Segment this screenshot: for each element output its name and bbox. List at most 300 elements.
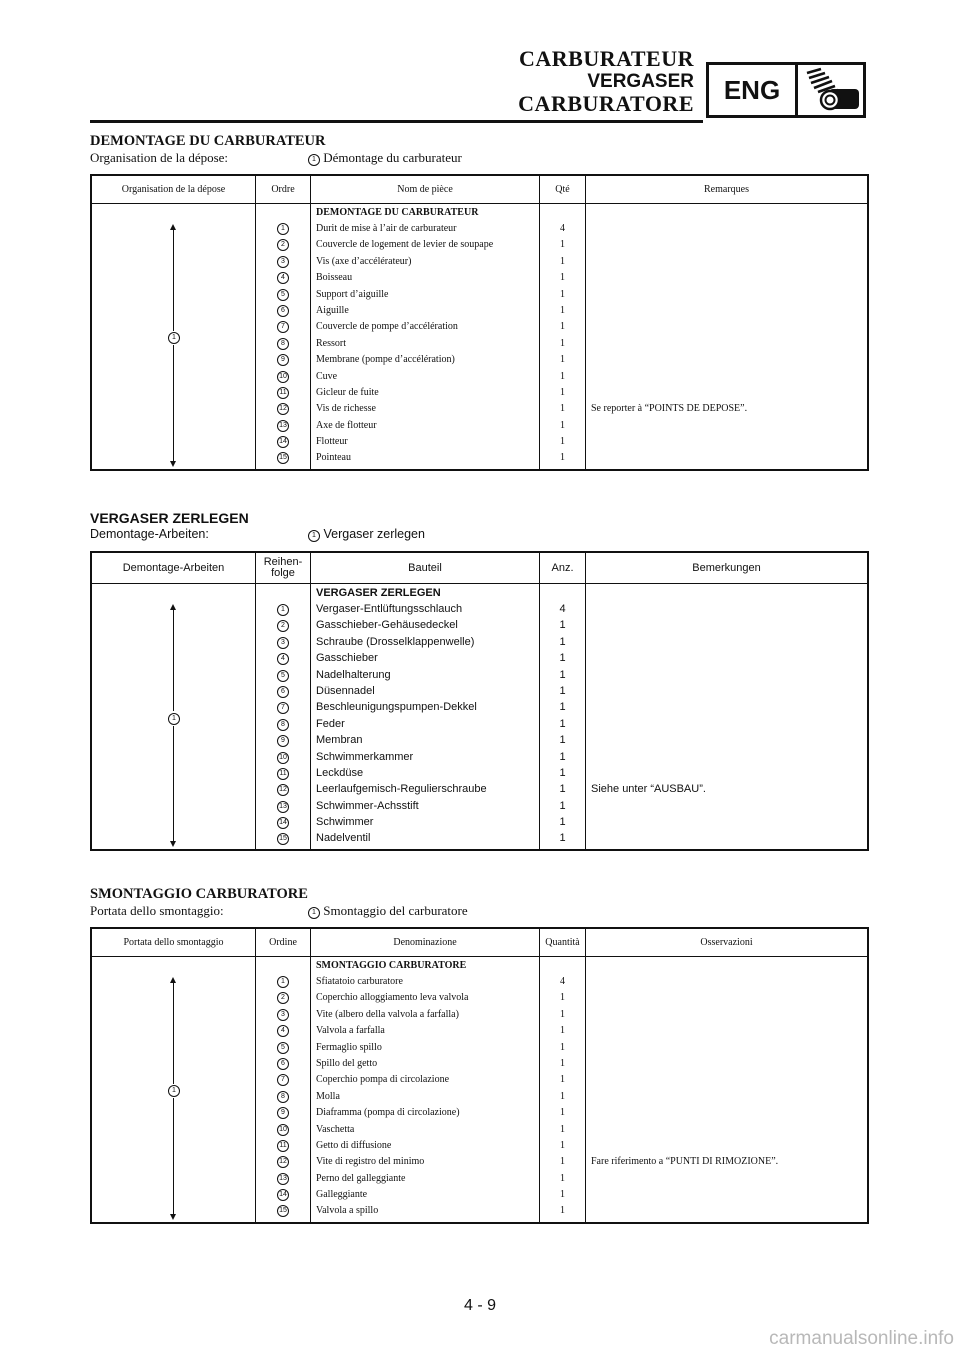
remark-cell xyxy=(586,319,867,335)
table-body xyxy=(92,204,867,469)
order-cell xyxy=(256,716,310,732)
quantity-cell: 1 xyxy=(560,337,565,349)
circled-number: 15 xyxy=(277,1205,289,1217)
scope-value xyxy=(308,526,425,543)
scope-arrow-line xyxy=(173,229,174,462)
remark-cell xyxy=(586,699,867,715)
circled-number: 13 xyxy=(277,420,289,432)
circled-number: 2 xyxy=(277,620,289,632)
order-cell xyxy=(256,601,310,617)
scope-label: Portata dello smontaggio: xyxy=(90,903,224,918)
order-cell xyxy=(256,1187,310,1203)
order-cell xyxy=(256,254,310,270)
remark-cell xyxy=(586,237,867,253)
part-name-cell: Flotteur xyxy=(316,436,348,448)
quantity-cell: 1 xyxy=(559,701,566,714)
part-name-cell: Pointeau xyxy=(316,452,351,464)
remark-cell: Se reporter à “POINTS DE DEPOSE”. xyxy=(591,403,748,415)
quantity-cell: 1 xyxy=(559,619,566,632)
part-name-cell: Vergaser-Entlüftungsschlauch xyxy=(316,603,463,615)
order-cell xyxy=(256,699,310,715)
circled-number: 12 xyxy=(277,1156,289,1168)
remark-cell xyxy=(586,617,867,633)
scope-arrow-column xyxy=(92,584,256,849)
quantity-cell: 1 xyxy=(560,255,565,267)
quantity-cell: 4 xyxy=(560,223,565,234)
order-cell xyxy=(256,990,310,1006)
quantity-cell: 1 xyxy=(560,436,565,448)
order-cell xyxy=(256,732,310,748)
quantity-cell: 1 xyxy=(560,1057,565,1069)
order-cell xyxy=(256,418,310,434)
part-name-cell: Gasschieber xyxy=(316,652,378,665)
column-header: Nom de pièce xyxy=(311,176,540,203)
remark-cell xyxy=(586,683,867,699)
remark-cell xyxy=(586,732,867,748)
order-cell xyxy=(256,781,310,797)
part-name-cell: Boisseau xyxy=(316,272,353,284)
part-name-column xyxy=(311,957,540,1222)
circled-number: 9 xyxy=(277,354,289,366)
table-header xyxy=(92,929,867,957)
order-cell xyxy=(256,336,310,352)
order-cell xyxy=(256,830,310,846)
part-name-cell: Schwimmer xyxy=(316,816,374,829)
remark-cell: Fare riferimento a “PUNTI DI RIMOZIONE”. xyxy=(591,1156,779,1168)
page-header-titles xyxy=(518,48,694,115)
part-name-cell: Schwimmerkammer xyxy=(316,750,414,763)
part-name-cell: Vite (albero della valvola a farfalla) xyxy=(316,1008,459,1020)
quantity-cell: 1 xyxy=(560,321,565,333)
part-name-cell: Galleggiante xyxy=(316,1189,368,1201)
remark-cell xyxy=(586,716,867,732)
remark-cell xyxy=(586,1072,867,1088)
order-cell xyxy=(256,221,310,237)
procedure-section xyxy=(90,510,869,845)
remark-cell xyxy=(586,990,867,1006)
circled-number: 1 xyxy=(308,154,320,166)
scope-arrow-label xyxy=(168,711,180,726)
circled-number: 12 xyxy=(277,784,289,796)
circled-number: 7 xyxy=(277,702,289,714)
circled-number: 1 xyxy=(277,223,289,235)
circled-number: 4 xyxy=(277,653,289,665)
column-header: Remarques xyxy=(704,184,749,195)
order-cell xyxy=(256,798,310,814)
quantity-cell: 4 xyxy=(559,603,566,615)
group-title: SMONTAGGIO CARBURATORE xyxy=(316,960,467,971)
remark-cell xyxy=(586,1138,867,1154)
scope-value-text: Smontaggio del carburatore xyxy=(323,903,468,918)
scope-arrow-line xyxy=(173,982,174,1215)
column-header: Reihen- folge xyxy=(256,553,311,583)
order-cell xyxy=(256,650,310,666)
quantity-cell: 1 xyxy=(560,1156,565,1168)
order-cell xyxy=(256,1122,310,1138)
remark-cell xyxy=(586,601,867,617)
scope-label: Organisation de la dépose: xyxy=(90,150,229,165)
part-name-column xyxy=(311,204,540,469)
part-name-cell: Schraube (Drosselklappenwelle) xyxy=(316,635,475,648)
arrow-down-icon xyxy=(170,841,176,847)
remark-cell xyxy=(586,830,867,846)
header-title-it: CARBURATORE xyxy=(518,91,694,116)
quantity-cell: 1 xyxy=(560,288,565,300)
circled-number: 10 xyxy=(277,371,289,383)
order-cell xyxy=(256,683,310,699)
circled-number: 3 xyxy=(277,256,289,268)
column-header: Demontage-Arbeiten xyxy=(92,553,256,583)
order-cell xyxy=(256,1072,310,1088)
circled-number: 5 xyxy=(277,289,289,301)
quantity-cell: 1 xyxy=(560,992,565,1004)
part-name-column xyxy=(311,584,540,849)
remark-cell xyxy=(586,1056,867,1072)
circled-number: 14 xyxy=(277,817,289,829)
scope-value-text: Vergaser zerlegen xyxy=(323,527,425,541)
remark-cell xyxy=(586,798,867,814)
remark-cell xyxy=(586,450,867,466)
quantity-cell: 1 xyxy=(560,1074,565,1086)
order-cell xyxy=(256,270,310,286)
order-cell xyxy=(256,434,310,450)
page-number: 4 - 9 xyxy=(463,1297,496,1314)
circled-number: 15 xyxy=(277,833,289,845)
quantity-cell: 1 xyxy=(560,1139,565,1151)
quantity-cell: 1 xyxy=(559,635,566,648)
arrow-down-icon xyxy=(170,1214,176,1220)
order-cell xyxy=(256,634,310,650)
part-name-cell: Feder xyxy=(316,717,345,730)
quantity-cell: 1 xyxy=(560,1172,565,1184)
parts-table xyxy=(90,551,869,851)
scope-arrow-column xyxy=(92,204,256,469)
remark-cell xyxy=(586,1122,867,1138)
order-cell xyxy=(256,303,310,319)
remark-cell xyxy=(586,270,867,286)
order-cell xyxy=(256,237,310,253)
order-cell xyxy=(256,749,310,765)
part-name-cell: Düsennadel xyxy=(316,684,375,697)
circled-number: 8 xyxy=(277,719,289,731)
order-cell xyxy=(256,1007,310,1023)
column-header: Portata dello smontaggio xyxy=(92,929,256,956)
part-name-cell: Couvercle de logement de levier de soupape xyxy=(316,239,494,251)
quantity-cell: 1 xyxy=(559,816,566,829)
quantity-cell: 1 xyxy=(559,750,566,763)
circled-number: 6 xyxy=(277,1058,289,1070)
order-cell xyxy=(256,319,310,335)
part-name-cell: Durit de mise à l’air de carburateur xyxy=(316,223,457,234)
part-name-cell: Coperchio pompa di circolazione xyxy=(316,1074,450,1086)
chapter-badge xyxy=(706,62,866,118)
part-name-cell: Valvola a spillo xyxy=(316,1205,379,1217)
table-header xyxy=(92,553,867,584)
column-header: Ordre xyxy=(256,176,311,203)
circled-number: 9 xyxy=(277,1107,289,1119)
table-body xyxy=(92,957,867,1222)
order-cell xyxy=(256,765,310,781)
remark-cell xyxy=(586,765,867,781)
remark-cell xyxy=(586,974,867,990)
remark-cell xyxy=(586,254,867,270)
order-cell xyxy=(256,287,310,303)
order-cell xyxy=(256,1040,310,1056)
remark-cell xyxy=(586,1171,867,1187)
order-column xyxy=(256,204,311,469)
part-name-cell: Coperchio alloggiamento leva valvola xyxy=(316,992,469,1004)
quantity-cell: 4 xyxy=(560,976,565,987)
quantity-cell: 1 xyxy=(560,1025,565,1037)
part-name-cell: Molla xyxy=(316,1090,340,1102)
column-header: Organisation de la dépose xyxy=(92,176,256,203)
scope-arrow-column xyxy=(92,957,256,1222)
scope-arrow-line xyxy=(173,609,174,842)
part-name-cell: Aiguille xyxy=(316,304,349,316)
table-body xyxy=(92,584,867,849)
remark-cell: Siehe unter “AUSBAU”. xyxy=(591,783,706,796)
remark-cell xyxy=(586,434,867,450)
quantity-cell: 1 xyxy=(560,304,565,316)
circled-number: 7 xyxy=(277,321,289,333)
header-title-fr: CARBURATEUR xyxy=(519,46,694,71)
remark-cell xyxy=(586,303,867,319)
group-title: VERGASER ZERLEGEN xyxy=(316,587,441,599)
part-name-cell: Vite di registro del minimo xyxy=(316,1156,425,1168)
circled-number: 8 xyxy=(277,1091,289,1103)
quantity-cell: 1 xyxy=(559,832,566,845)
circled-number: 3 xyxy=(277,1009,289,1021)
scope-value-text: Démontage du carburateur xyxy=(323,150,462,165)
circled-number: 4 xyxy=(277,272,289,284)
circled-number: 15 xyxy=(277,452,289,464)
order-cell xyxy=(256,1056,310,1072)
quantity-column xyxy=(540,957,586,1222)
circled-number: 1 xyxy=(168,1085,180,1097)
circled-number: 1 xyxy=(277,604,289,616)
order-cell xyxy=(256,1203,310,1219)
order-column xyxy=(256,957,311,1222)
quantity-cell: 1 xyxy=(559,783,566,796)
parts-table xyxy=(90,174,869,471)
quantity-cell: 1 xyxy=(560,239,565,251)
quantity-cell: 1 xyxy=(560,1189,565,1201)
part-name-cell: Couvercle de pompe d’accélération xyxy=(316,321,458,333)
order-cell xyxy=(256,369,310,385)
part-name-cell: Spillo del getto xyxy=(316,1057,378,1069)
part-name-cell: Membran xyxy=(316,734,363,747)
part-name-cell: Schwimmer-Achsstift xyxy=(316,799,419,812)
circled-number: 3 xyxy=(277,637,289,649)
remark-cell xyxy=(586,369,867,385)
remark-cell xyxy=(586,749,867,765)
circled-number: 1 xyxy=(277,976,289,988)
scope-value xyxy=(308,149,462,166)
order-cell xyxy=(256,1154,310,1170)
circled-number: 13 xyxy=(277,1173,289,1185)
remark-cell xyxy=(586,634,867,650)
quantity-cell: 1 xyxy=(560,386,565,398)
circled-number: 6 xyxy=(277,686,289,698)
column-header: Qté xyxy=(540,176,586,203)
circled-number: 8 xyxy=(277,338,289,350)
quantity-cell: 1 xyxy=(560,1008,565,1020)
remark-cell xyxy=(586,1105,867,1121)
part-name-cell: Nadelhalterung xyxy=(316,668,391,681)
header-rule xyxy=(90,120,703,123)
part-name-cell: Diaframma (pompa di circolazione) xyxy=(316,1107,460,1119)
quantity-column xyxy=(540,584,586,849)
circled-number: 11 xyxy=(277,1140,289,1152)
order-cell xyxy=(256,814,310,830)
quantity-cell: 1 xyxy=(560,403,565,415)
parts-table xyxy=(90,927,869,1224)
quantity-cell: 1 xyxy=(559,799,566,812)
quantity-cell: 1 xyxy=(560,1041,565,1053)
quantity-cell: 1 xyxy=(559,652,566,665)
scope-value xyxy=(308,902,468,919)
remark-cell xyxy=(586,814,867,830)
circled-number: 1 xyxy=(308,907,320,919)
quantity-cell: 1 xyxy=(560,1205,565,1217)
circled-number: 6 xyxy=(277,305,289,317)
section-scope xyxy=(90,149,869,166)
remarks-column xyxy=(586,957,867,1222)
arrow-down-icon xyxy=(170,461,176,467)
quantity-cell: 1 xyxy=(560,272,565,284)
procedure-section xyxy=(90,886,869,1217)
circled-number: 11 xyxy=(277,387,289,399)
part-name-cell: Nadelventil xyxy=(316,832,371,845)
quantity-cell: 1 xyxy=(559,766,566,779)
circled-number: 4 xyxy=(277,1025,289,1037)
circled-number: 11 xyxy=(277,768,289,780)
circled-number: 12 xyxy=(277,403,289,415)
remarks-column xyxy=(586,204,867,469)
order-cell xyxy=(256,1138,310,1154)
part-name-cell: Ressort xyxy=(316,337,346,349)
remark-cell xyxy=(586,385,867,401)
circled-number: 1 xyxy=(168,332,180,344)
remark-cell xyxy=(586,650,867,666)
quantity-cell: 1 xyxy=(560,1123,565,1135)
part-name-cell: Gicleur de fuite xyxy=(316,386,379,398)
part-name-cell: Leerlaufgemisch-Regulierschraube xyxy=(316,783,487,796)
remark-cell xyxy=(586,221,867,237)
order-cell xyxy=(256,1171,310,1187)
quantity-cell: 1 xyxy=(560,370,565,382)
quantity-column xyxy=(540,204,586,469)
section-title: DEMONTAGE DU CARBURATEUR xyxy=(90,133,326,149)
quantity-cell: 1 xyxy=(559,717,566,730)
remark-cell xyxy=(586,1007,867,1023)
part-name-cell: Cuve xyxy=(316,370,338,382)
part-name-cell: Membrane (pompe d’accélération) xyxy=(316,354,455,366)
scope-arrow-label xyxy=(168,1084,180,1098)
remark-cell xyxy=(586,1089,867,1105)
watermark: carmanualsonline.info xyxy=(769,1328,954,1349)
circled-number: 1 xyxy=(308,530,320,542)
circled-number: 13 xyxy=(277,801,289,813)
part-name-cell: Vis de richesse xyxy=(316,403,376,415)
column-header: Anz. xyxy=(540,553,586,583)
quantity-cell: 1 xyxy=(559,734,566,747)
order-cell xyxy=(256,1089,310,1105)
circled-number: 2 xyxy=(277,992,289,1004)
part-name-cell: Leckdüse xyxy=(316,766,364,779)
remark-cell xyxy=(586,418,867,434)
header-title-de: VERGASER xyxy=(587,71,694,92)
column-header: Bauteil xyxy=(311,553,540,583)
quantity-cell: 1 xyxy=(560,1090,565,1102)
circled-number: 9 xyxy=(277,735,289,747)
order-cell xyxy=(256,1023,310,1039)
remark-cell xyxy=(586,352,867,368)
order-cell xyxy=(256,450,310,466)
section-scope xyxy=(90,526,869,543)
order-cell xyxy=(256,617,310,633)
circled-number: 5 xyxy=(277,1042,289,1054)
part-name-cell: Axe de flotteur xyxy=(316,419,377,431)
quantity-cell: 1 xyxy=(560,452,565,464)
quantity-cell: 1 xyxy=(559,684,566,697)
section-scope xyxy=(90,902,869,919)
part-name-cell: Sfiatatoio carburatore xyxy=(316,976,403,987)
quantity-cell: 1 xyxy=(560,1107,565,1119)
engine-piston-icon xyxy=(798,65,863,115)
order-cell xyxy=(256,667,310,683)
order-cell xyxy=(256,352,310,368)
circled-number: 2 xyxy=(277,239,289,251)
table-header xyxy=(92,176,867,204)
quantity-cell: 1 xyxy=(560,354,565,366)
remark-cell xyxy=(586,1187,867,1203)
quantity-cell: 1 xyxy=(560,419,565,431)
chapter-badge-label: ENG xyxy=(709,65,798,115)
part-name-cell: Valvola a farfalla xyxy=(316,1025,385,1037)
column-header: Ordine xyxy=(256,929,311,956)
remark-cell xyxy=(586,1023,867,1039)
part-name-cell: Support d’aiguille xyxy=(316,288,389,300)
order-column xyxy=(256,584,311,849)
scope-label: Demontage-Arbeiten: xyxy=(90,527,209,541)
quantity-cell: 1 xyxy=(559,668,566,681)
remark-cell xyxy=(586,287,867,303)
circled-number: 14 xyxy=(277,1189,289,1201)
order-cell xyxy=(256,385,310,401)
column-header: Osservazioni xyxy=(700,937,753,948)
part-name-cell: Perno del galleggiante xyxy=(316,1172,406,1184)
circled-number: 14 xyxy=(277,436,289,448)
remark-cell xyxy=(586,1040,867,1056)
procedure-section xyxy=(90,133,869,464)
part-name-cell: Beschleunigungspumpen-Dekkel xyxy=(316,701,477,714)
column-header: Quantità xyxy=(540,929,586,956)
circled-number: 10 xyxy=(277,752,289,764)
order-cell xyxy=(256,974,310,990)
circled-number: 7 xyxy=(277,1074,289,1086)
circled-number: 10 xyxy=(277,1124,289,1136)
section-title: VERGASER ZERLEGEN xyxy=(90,510,249,526)
circled-number: 1 xyxy=(168,713,180,725)
part-name-cell: Vaschetta xyxy=(316,1123,355,1135)
group-title: DEMONTAGE DU CARBURATEUR xyxy=(316,207,479,218)
order-cell xyxy=(256,1105,310,1121)
part-name-cell: Getto di diffusione xyxy=(316,1139,392,1151)
column-header: Bemerkungen xyxy=(692,561,761,574)
circled-number: 5 xyxy=(277,670,289,682)
remark-cell xyxy=(586,667,867,683)
